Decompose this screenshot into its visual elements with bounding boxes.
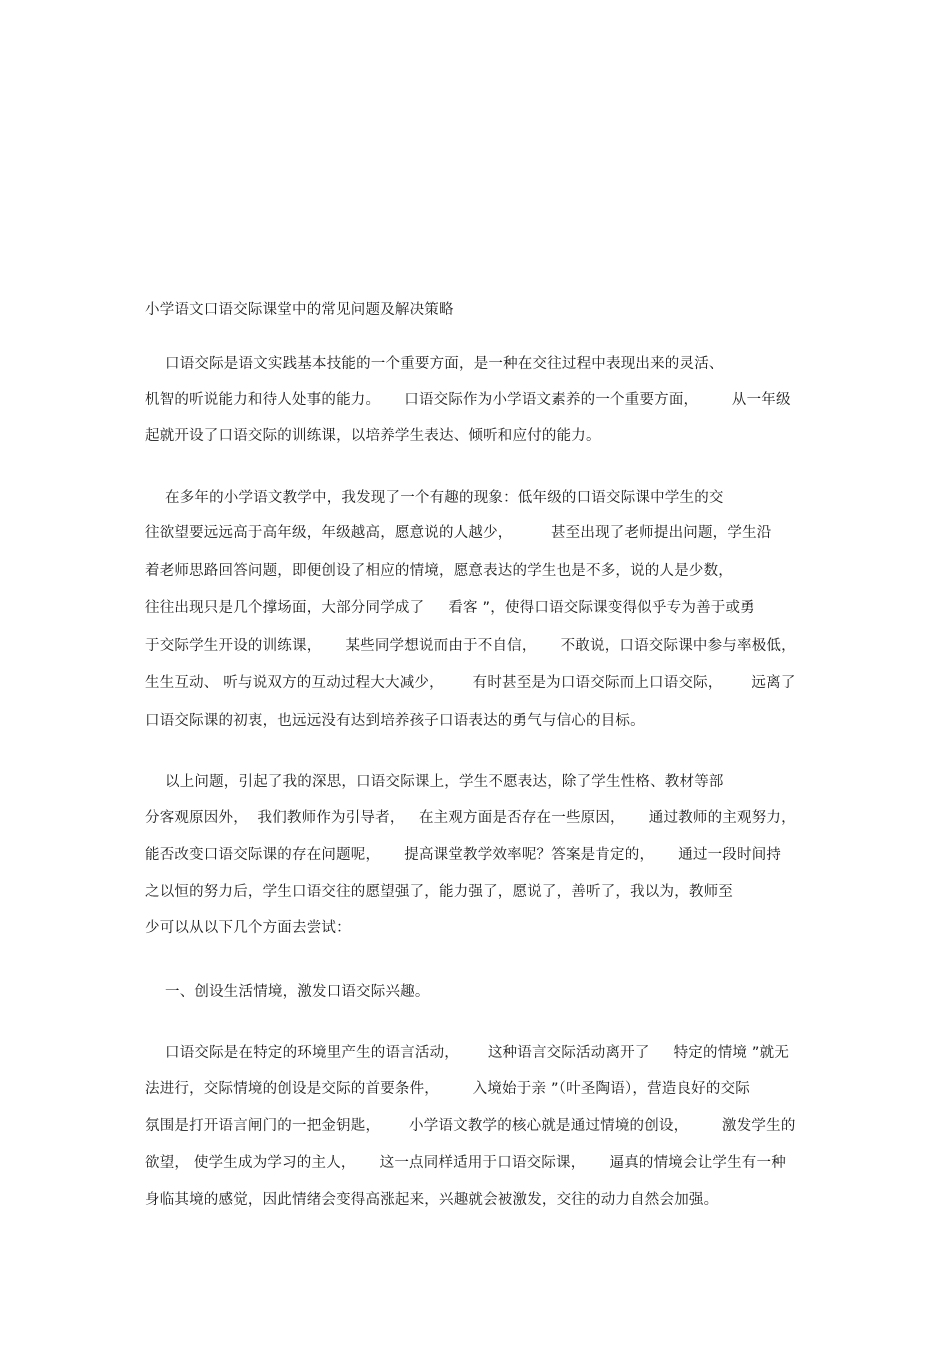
paragraph-line: 身临其境的感觉，因此情绪会变得高涨起来，兴趣就会被激发，交往的动力自然会加强。 [145, 1192, 719, 1208]
paragraph-line: 口语交际是语文实践基本技能的一个重要方面，是一种在交往过程中表现出来的灵活、 [165, 356, 724, 372]
paragraph-line: 口语交际是在特定的环境里产生的语言活动， 这种语言交际活动离开了 特定的情境 ”就无 [165, 1045, 790, 1061]
paragraph-line: 欲望， 使学生成为学习的主人， 这一点同样适用于口语交际课， 逼真的情境会让学生有一种 [145, 1155, 786, 1171]
paragraph-line: 分客观原因外， 我们教师作为引导者， 在主观方面是否存在一些原因， 通过教师的主观努力， [145, 810, 796, 826]
paragraph-line: 机智的听说能力和待人处事的能力。 口语交际作为小学语文素养的一个重要方面， 从一年级 [145, 392, 791, 408]
paragraph-line: 起就开设了口语交际的训练课，以培养学生表达、倾听和应付的能力。 [145, 428, 601, 444]
paragraph-line: 生生互动、 听与说双方的互动过程大大减少， 有时甚至是为口语交际而上口语交际， 远离了 [145, 675, 796, 691]
paragraph-line: 在多年的小学语文教学中，我发现了一个有趣的现象：低年级的口语交际课中学生的交 [165, 490, 724, 506]
paragraph-line: 以上问题，引起了我的深思，口语交际课上，学生不愿表达，除了学生性格、教材等部 [165, 774, 724, 790]
paragraph-line: 于交际学生开设的训练课， 某些同学想说而由于不自信， 不敢说，口语交际课中参与率极低， [145, 638, 796, 654]
paragraph-line: 少可以从以下几个方面去尝试： [145, 920, 351, 936]
document-title: 小学语文口语交际课堂中的常见问题及解决策略 [145, 302, 454, 318]
paragraph-line: 氛围是打开语言闸门的一把金钥匙， 小学语文教学的核心就是通过情境的创设， 激发学生的 [145, 1118, 796, 1134]
paragraph-line: 往欲望要远远高于高年级，年级越高，愿意说的人越少， 甚至出现了老师提出问题，学生沿 [145, 525, 772, 541]
paragraph-line: 着老师思路回答问题，即便创设了相应的情境，愿意表达的学生也是不多，说的人是少数， [145, 563, 733, 579]
paragraph-line: 往往出现只是几个撑场面，大部分同学成了 看客 ”，使得口语交际课变得似乎专为善于或勇 [145, 600, 755, 616]
section-heading-text: 一、创设生活情境，激发口语交际兴趣。 [165, 984, 430, 1000]
paragraph-line: 口语交际课的初衷，也远远没有达到培养孩子口语表达的勇气与信心的目标。 [145, 713, 645, 729]
paragraph-line: 法进行，交际情境的创设是交际的首要条件， 入境始于亲 ”（叶圣陶语），营造良好的交际 [145, 1081, 750, 1097]
paragraph-line: 之以恒的努力后，学生口语交往的愿望强了，能力强了，愿说了，善听了，我以为，教师至 [145, 884, 733, 900]
paragraph-line: 能否改变口语交际课的存在问题呢， 提高课堂教学效率呢？答案是肯定的， 通过一段时间持 [145, 847, 782, 863]
